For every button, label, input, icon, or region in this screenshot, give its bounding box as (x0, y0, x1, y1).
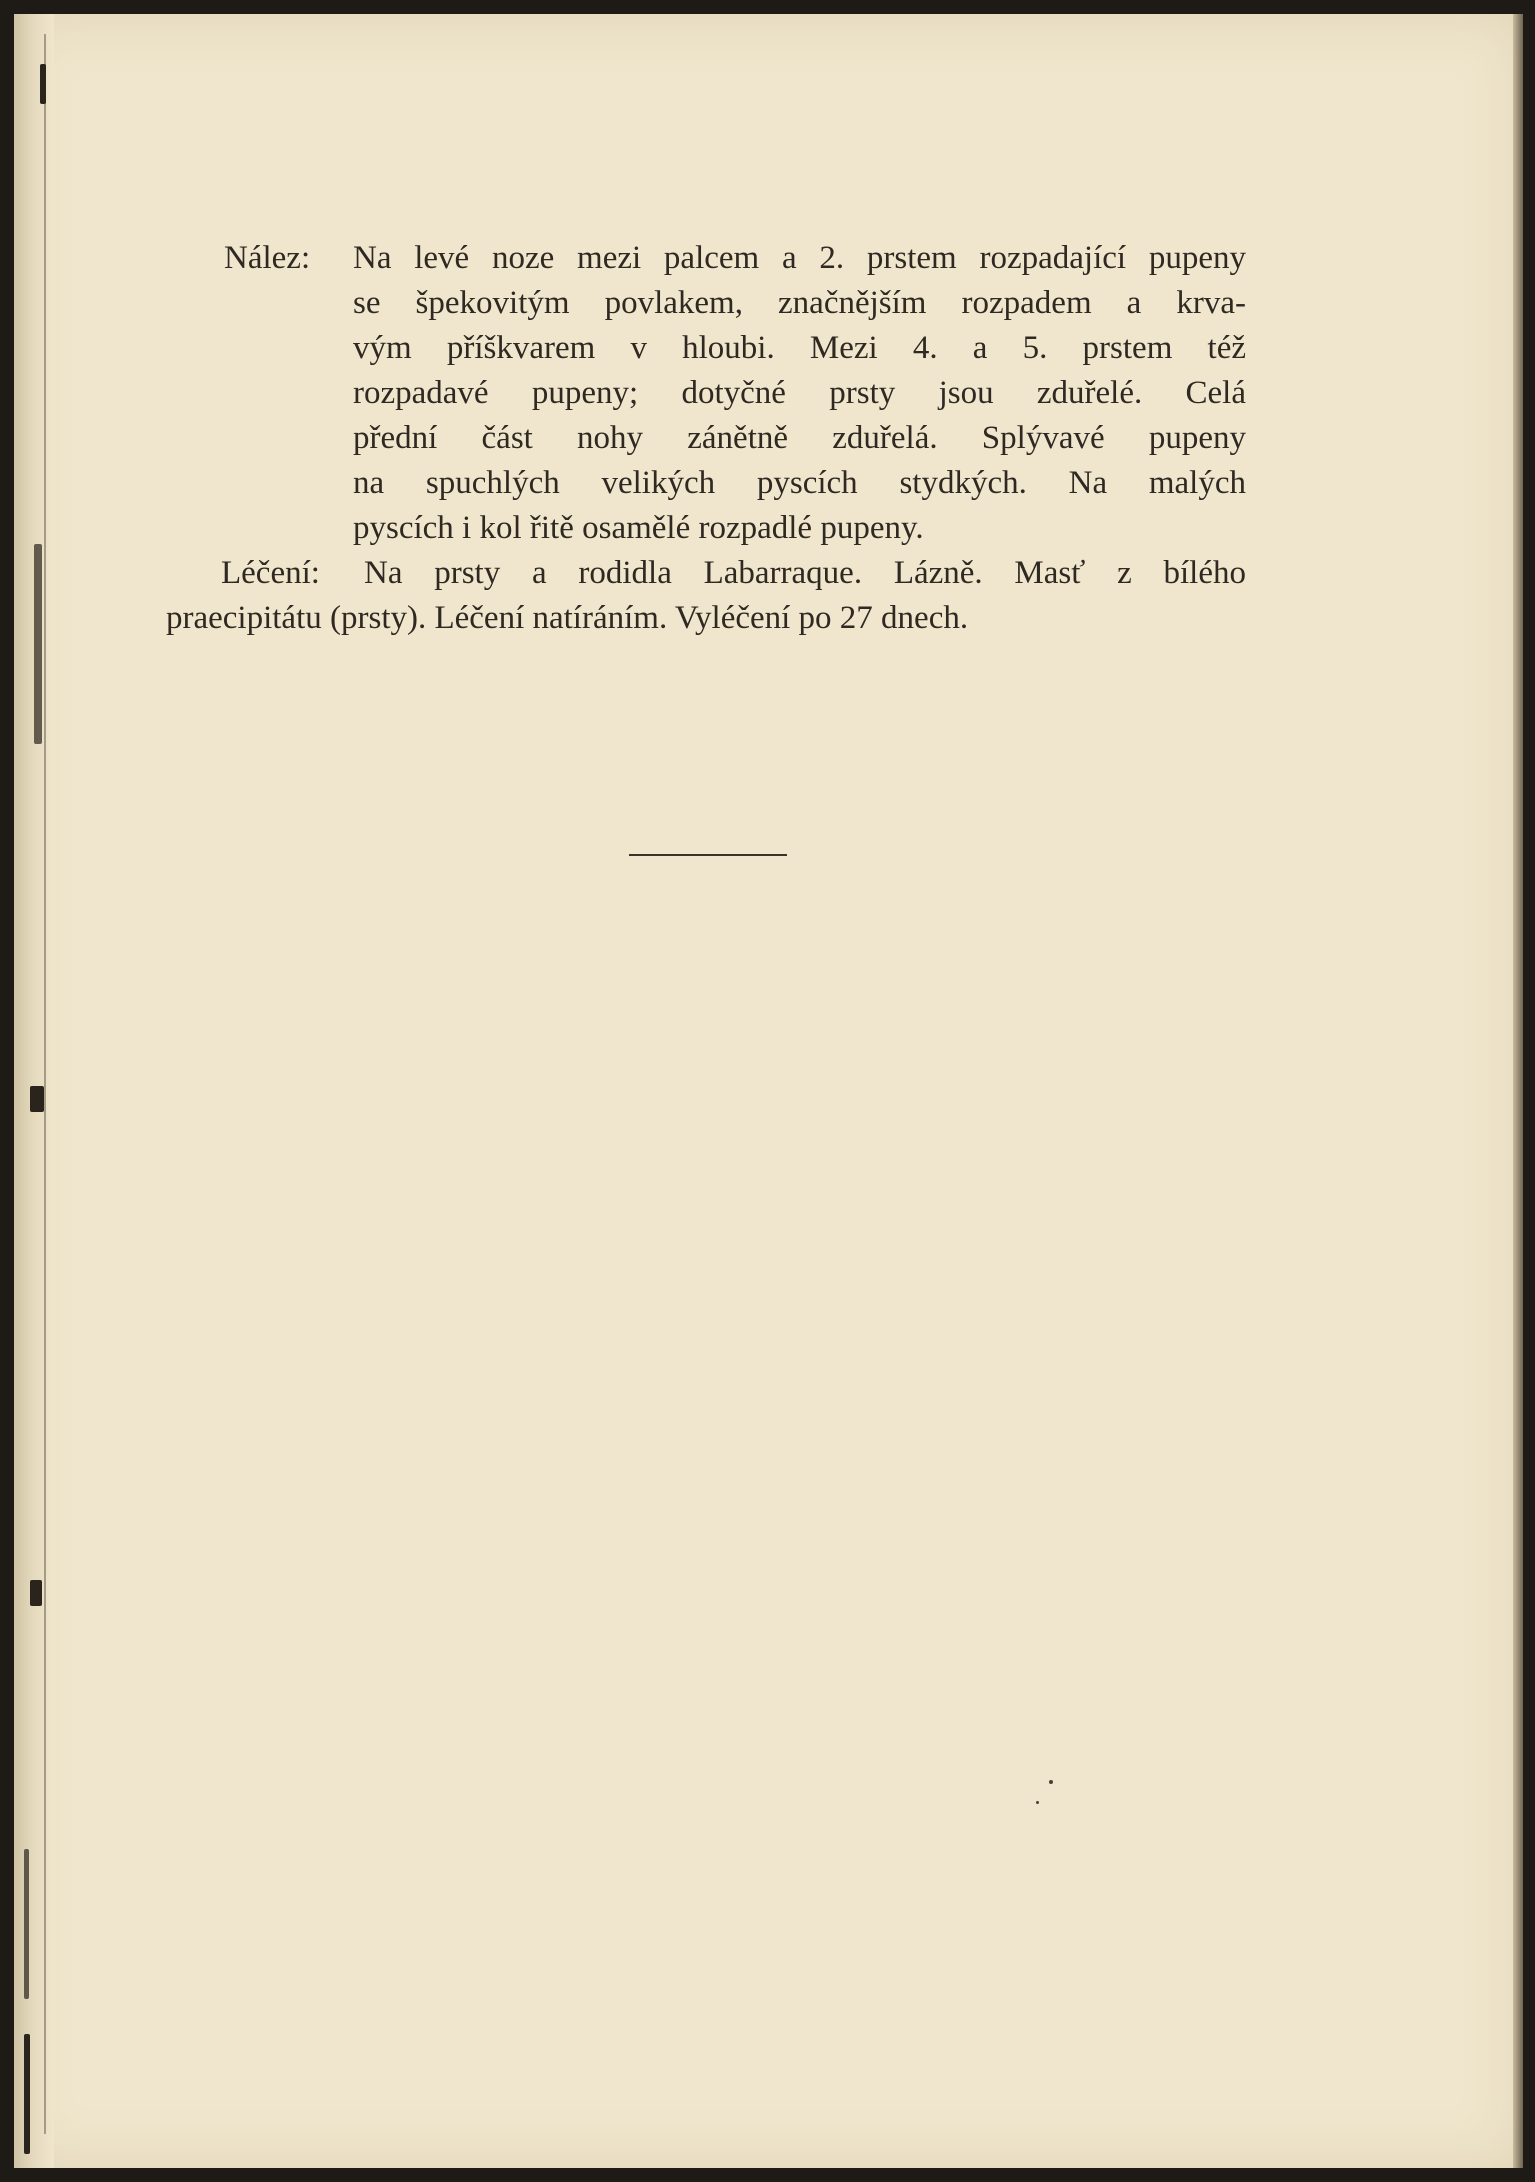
binding-mark (24, 2034, 30, 2154)
findings-label: Nález: (224, 240, 311, 276)
binding-mark (30, 1580, 42, 1606)
section-separator (629, 854, 787, 856)
binding-line (44, 34, 46, 2134)
treatment-label: Léčení: (221, 555, 320, 591)
findings-line: přední část nohy zánětně zduřelá. Splývavé pupeny (353, 420, 1246, 456)
treatment-line: Na prsty a rodidla Labarraque. Lázně. Masť z bílého (364, 555, 1246, 591)
treatment-first-line (166, 551, 1246, 596)
page-edge (1513, 14, 1523, 2168)
findings-text (353, 236, 1246, 551)
treatment-entry (166, 551, 1246, 641)
case-notes (166, 236, 1246, 641)
treatment-line: praecipitátu (prsty). Léčení natíráním. Vyléčení po 27 dnech. (166, 600, 969, 636)
binding-mark (30, 1086, 44, 1112)
findings-entry (166, 236, 1246, 551)
binding-mark (40, 64, 46, 104)
paper-speck (1049, 1780, 1053, 1784)
paper-speck (1036, 1801, 1039, 1804)
findings-line: rozpadavé pupeny; dotyčné prsty jsou zduřelé. Celá (353, 375, 1246, 411)
book-page (14, 14, 1523, 2168)
findings-line: pyscích i kol řitě osamělé rozpadlé pupeny. (353, 510, 924, 546)
findings-line: vým příškvarem v hloubi. Mezi 4. a 5. prstem též (353, 330, 1246, 366)
findings-line: se špekovitým povlakem, značnějším rozpadem a krva- (353, 285, 1246, 321)
binding-mark (24, 1849, 29, 1999)
findings-line: Na levé noze mezi palcem a 2. prstem rozpadající pupeny (353, 240, 1246, 276)
findings-line: na spuchlých velikých pyscích stydkých. Na malých (353, 465, 1246, 501)
binding-mark (34, 544, 42, 744)
